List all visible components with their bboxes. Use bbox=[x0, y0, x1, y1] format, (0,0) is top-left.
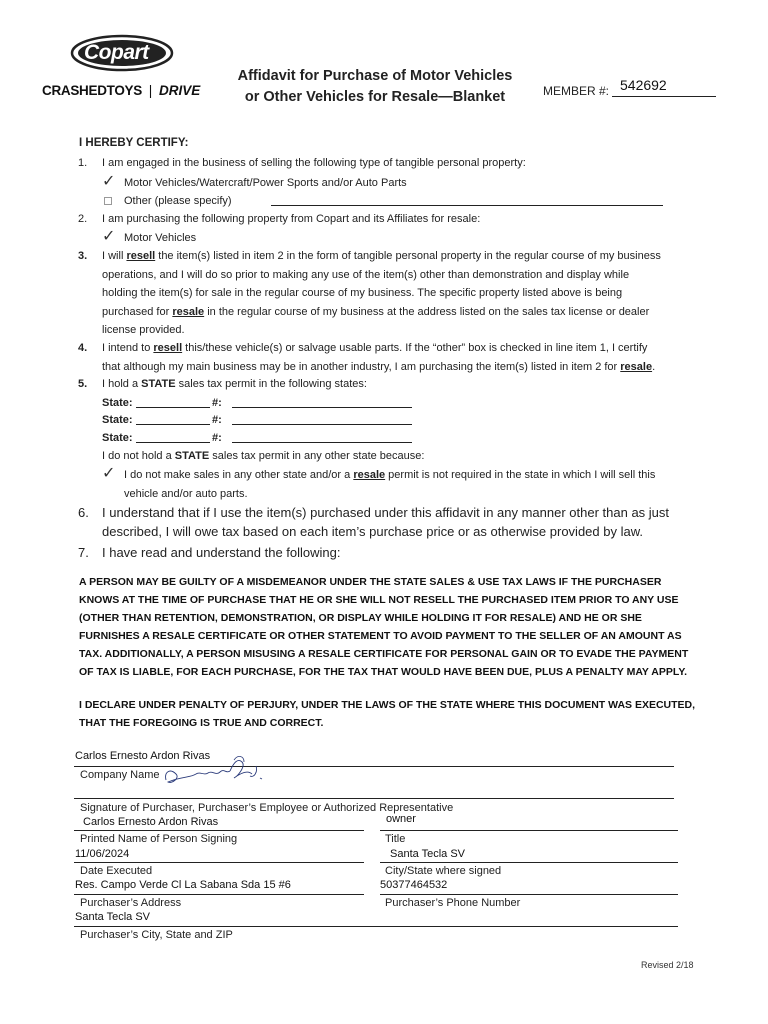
signature-scribble bbox=[160, 752, 270, 792]
state-field[interactable] bbox=[136, 424, 210, 425]
item-1-option-other: Other (please specify) bbox=[124, 195, 232, 207]
perjury-declaration: I DECLARE UNDER PENALTY OF PERJURY, UNDER THE LAWS OF THE STATE WHERE THIS DOCUMENT WAS EXECUTED, THAT THE FOREGOING IS TRUE AND CORRECT. bbox=[79, 699, 696, 729]
phone-line bbox=[380, 894, 678, 895]
signature-line bbox=[74, 798, 674, 799]
page-title bbox=[220, 66, 530, 108]
item-6-text: I understand that if I use the item(s) purchased under this affidavit in any manner other than as just described, I will owe tax based on each item’s purchase price or as otherwise provided by law. bbox=[102, 505, 670, 539]
city-state-signed-label: City/State where signed bbox=[385, 865, 502, 877]
member-underline bbox=[612, 96, 716, 97]
permit-number-field[interactable] bbox=[232, 424, 412, 425]
company-name-label: Company Name bbox=[80, 769, 160, 781]
phone-value[interactable]: 50377464532 bbox=[380, 879, 448, 891]
title-value[interactable]: owner bbox=[386, 813, 416, 825]
address-line bbox=[74, 894, 364, 895]
item-5-text: I hold a STATE sales tax permit in the following states: bbox=[102, 378, 367, 390]
title-line-2: or Other Vehicles for Resale—Blanket bbox=[244, 89, 506, 105]
printed-name-label: Printed Name of Person Signing bbox=[80, 833, 238, 845]
state-label: State: bbox=[102, 397, 133, 409]
revised-date: Revised 2/18 bbox=[641, 960, 694, 970]
title-line bbox=[380, 830, 678, 831]
phone-label: Purchaser’s Phone Number bbox=[385, 897, 521, 909]
no-state-permit-text: I do not hold a STATE sales tax permit in any other state because: bbox=[102, 450, 425, 462]
address-value[interactable]: Res. Campo Verde Cl La Sabana Sda 15 #6 bbox=[75, 879, 291, 891]
company-name-value[interactable]: Carlos Ernesto Ardon Rivas bbox=[75, 750, 211, 762]
no-state-permit-option: I do not make sales in any other state and/or a resale permit is not required in the state in which I will sell this vehicle and/or auto parts. bbox=[124, 469, 656, 500]
item-number-2: 2. bbox=[78, 213, 88, 225]
item-2-text: I am purchasing the following property from Copart and its Affiliates for resale: bbox=[102, 213, 481, 225]
permit-number-label: #: bbox=[212, 414, 222, 426]
city-zip-line bbox=[74, 926, 678, 927]
permit-number-field[interactable] bbox=[232, 407, 412, 408]
other-specify-line bbox=[271, 205, 663, 206]
item-number-3: 3. bbox=[78, 250, 88, 262]
brand-separator: | bbox=[148, 83, 153, 98]
item-2-option-motor: Motor Vehicles bbox=[124, 232, 197, 244]
member-number: 542692 bbox=[620, 77, 667, 93]
item-1-text: I am engaged in the business of selling the following type of tangible personal property: bbox=[102, 157, 526, 169]
printed-name-line bbox=[74, 830, 364, 831]
copart-logo bbox=[70, 33, 174, 73]
item-1-option-motor: Motor Vehicles/Watercraft/Power Sports and/or Auto Parts bbox=[124, 177, 407, 189]
permit-number-label: #: bbox=[212, 397, 222, 409]
city-state-signed-value[interactable]: Santa Tecla SV bbox=[390, 848, 466, 860]
date-executed-value[interactable]: 11/06/2024 bbox=[75, 848, 130, 860]
checkmark-icon[interactable]: ✓ bbox=[102, 465, 116, 482]
copart-logo-text: Copart bbox=[84, 41, 149, 64]
city-zip-value[interactable]: Santa Tecla SV bbox=[75, 911, 151, 923]
state-label: State: bbox=[102, 414, 133, 426]
signature-label: Signature of Purchaser, Purchaser’s Employee or Authorized Representative bbox=[80, 802, 454, 814]
city-zip-label: Purchaser’s City, State and ZIP bbox=[80, 929, 233, 941]
certify-heading: I HEREBY CERTIFY: bbox=[79, 137, 189, 149]
address-label: Purchaser’s Address bbox=[80, 897, 182, 909]
item-3-text: I will resell the item(s) listed in item 2 in the form of tangible personal property in the regular course of my business operations, and I will do so prior to making any use of the item(s) other than demonstration and display while holding the item(s) for sale in the regular course of my business. The specific property listed above is being purchased for resale in the regular course of my business at the address listed on the sales tax license or dealer license provided. bbox=[102, 250, 661, 336]
title-line-1: Affidavit for Purchase of Motor Vehicles bbox=[237, 68, 513, 84]
signature-image bbox=[160, 752, 270, 792]
date-executed-line bbox=[74, 862, 364, 863]
item-number-4: 4. bbox=[78, 342, 88, 354]
checkmark-icon[interactable]: ✓ bbox=[102, 173, 116, 190]
printed-name-value[interactable]: Carlos Ernesto Ardon Rivas bbox=[83, 816, 219, 828]
city-state-signed-line bbox=[380, 862, 678, 863]
item-number-6: 6. bbox=[78, 505, 89, 520]
item-4-text: I intend to resell this/these vehicle(s) or salvage usable parts. If the “other” box is checked in line item 1, I certify that although my main business may be in another industry, I am purchasing the item(s) listed in item 2 for resale. bbox=[102, 342, 656, 373]
brand-crashedtoys: CRASHEDTOYS bbox=[42, 83, 142, 98]
item-7-text: I have read and understand the following: bbox=[102, 545, 341, 560]
misdemeanor-warning: A PERSON MAY BE GUILTY OF A MISDEMEANOR UNDER THE STATE SALES & USE TAX LAWS IF THE PURCHASER KNOWS AT THE TIME OF PURCHASE THAT HE OR SHE WILL NOT RESELL THE PURCHASED ITEM PRIOR TO ANY USE (OTHER THAN RETENTION, DEMONSTRATION, OR DISPLAY WHILE HOLDING IT FOR RESALE) AND HE OR SHE FURNISHES A RESALE CERTIFICATE OR OTHER STATEMENT TO AVOID PAYMENT TO THE SELLER OF AN AMOUNT AS TAX. ADDITIONALLY, A PERSON MISUSING A RESALE CERTIFICATE FOR PERSONAL GAIN OR TO EVADE THE PAYMENT OF TAX IS LIABLE, FOR EACH PURCHASE, FOR THE TAX THAT WOULD HAVE BEEN DUE, PLUS A PENALTY MAY APPLY. bbox=[79, 576, 689, 678]
state-label: State: bbox=[102, 432, 133, 444]
item-number-7: 7. bbox=[78, 545, 89, 560]
item-number-5: 5. bbox=[78, 378, 88, 390]
state-field[interactable] bbox=[136, 407, 210, 408]
state-field[interactable] bbox=[136, 442, 210, 443]
permit-number-label: #: bbox=[212, 432, 222, 444]
checkmark-icon[interactable]: ✓ bbox=[102, 228, 116, 245]
brand-line bbox=[42, 83, 200, 98]
item-number-1: 1. bbox=[78, 157, 88, 169]
title-label: Title bbox=[385, 833, 406, 845]
brand-drive: DRIVE bbox=[159, 83, 201, 98]
date-executed-label: Date Executed bbox=[80, 865, 153, 877]
other-checkbox[interactable] bbox=[104, 197, 112, 205]
permit-number-field[interactable] bbox=[232, 442, 412, 443]
member-label: MEMBER #: bbox=[543, 84, 610, 98]
